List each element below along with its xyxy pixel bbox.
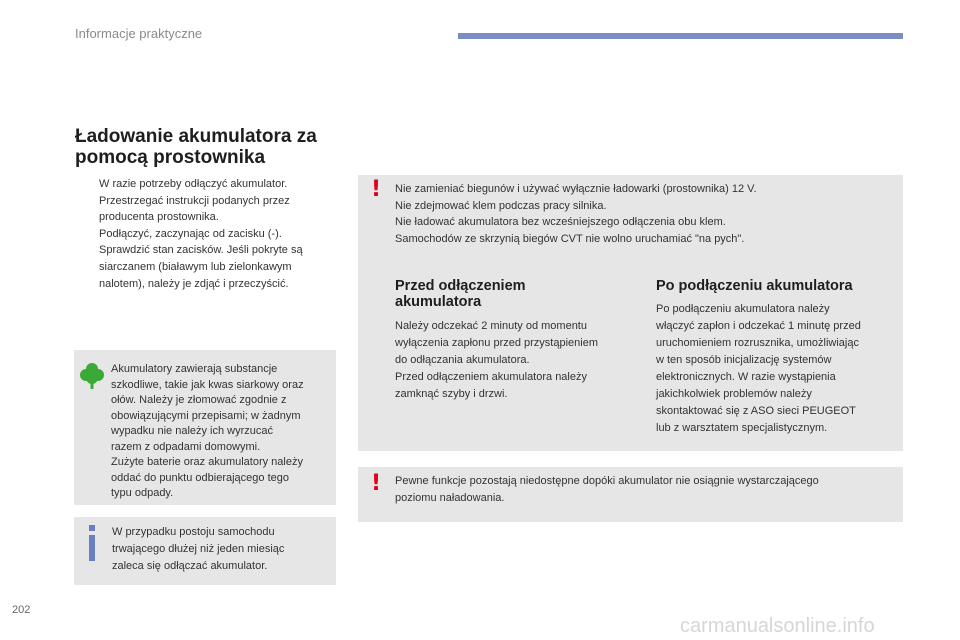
eco-note-line: szkodliwe, takie jak kwas siarkowy oraz [111, 378, 304, 391]
eco-note-line: Akumulatory zawierają substancje [111, 363, 278, 375]
after-connect-text [656, 301, 861, 437]
eco-note-line: Zużyte baterie oraz akumulatory należy [111, 456, 303, 468]
after-connect-line: uruchomieniem rozrusznika, umożliwiając [656, 337, 859, 349]
eco-note-line: razem z odpadami domowymi. [111, 440, 261, 453]
exclamation-icon: ! [371, 471, 382, 496]
eco-note-line: typu odpady. [111, 487, 174, 499]
warning-line: Nie ładować akumulatora bez wcześniejszego odłączenia obu klem. [395, 216, 726, 228]
before-disconnect-line: zamknąć szyby i drzwi. [395, 388, 508, 400]
warning-box [358, 175, 903, 451]
warning-box-secondary [358, 467, 903, 522]
instruction-text: W razie potrzeby odłączyć akumulator. [99, 178, 288, 190]
section-title-line-2: pomocą prostownika [75, 147, 266, 168]
info-icon [86, 525, 98, 561]
warning-line: Samochodów ze skrzynią biegów CVT nie wolno uruchamiać "na pych". [395, 232, 745, 245]
after-connect-line: skontaktować się z ASO sieci PEUGEOT [656, 405, 856, 417]
after-connect-line: jakichkolwiek problemów należy [656, 388, 812, 400]
watermark: carmanualsonline.info [680, 615, 875, 637]
before-disconnect-title-line: Przed odłączeniem [395, 278, 526, 294]
warning-secondary-line: Pewne funkcje pozostają niedostępne dopóki akumulator nie osiągnie wystarczającego [395, 475, 819, 487]
info-note-box [74, 517, 336, 585]
warning-secondary-text [395, 473, 819, 507]
before-disconnect-line: Należy odczekać 2 minuty od momentu [395, 320, 587, 332]
eco-note-line: ołów. Należy je złomować zgodnie z [111, 394, 287, 406]
after-connect-line: elektronicznych. W razie wystąpienia [656, 371, 836, 383]
before-disconnect-line: wyłączenia zapłonu przed przystąpieniem [395, 337, 598, 349]
info-note-line: W przypadku postoju samochodu [112, 526, 275, 538]
eco-note-line: oddać do punktu odbierającego tego [111, 471, 289, 484]
eco-note-text [111, 362, 304, 502]
eco-note-box [74, 350, 336, 505]
before-disconnect-title-line: akumulatora [395, 294, 482, 310]
warning-text [395, 181, 757, 247]
header-accent-bar [458, 33, 903, 39]
info-note-line: zaleca się odłączać akumulator. [112, 560, 268, 572]
instruction-item [75, 176, 340, 193]
info-note-line: trwającego dłużej niż jeden miesiąc [112, 543, 285, 555]
before-disconnect-text [395, 318, 598, 403]
section-title [75, 126, 355, 168]
before-disconnect-line: do odłączania akumulatora. [395, 354, 530, 366]
instruction-item [75, 226, 340, 243]
instruction-list [75, 176, 340, 292]
header-title: Informacje praktyczne [75, 26, 203, 41]
after-connect-line: włączyć zapłon i odczekać 1 minutę przed [656, 320, 861, 332]
after-connect-line: w ten sposób inicjalizację systemów [656, 354, 832, 366]
section-title-line-1: Ładowanie akumulatora za [75, 126, 317, 147]
before-disconnect-line: Przed odłączeniem akumulatora należy [395, 371, 587, 383]
instruction-item [75, 242, 340, 292]
warning-secondary-line: poziomu naładowania. [395, 492, 505, 504]
instruction-item [75, 193, 340, 226]
exclamation-icon: ! [371, 177, 382, 202]
after-connect-title: Po podłączeniu akumulatora [656, 278, 853, 294]
instruction-text: Przestrzegać instrukcji podanych przez producenta prostownika. [99, 194, 290, 224]
eco-note-line: wypadku nie należy ich wyrzucać [111, 425, 274, 437]
eco-note-line: obowiązującymi przepisami; w żadnym [111, 409, 301, 422]
after-connect-line: lub z warsztatem specjalistycznym. [656, 422, 828, 434]
instruction-text: Podłączyć, zaczynając od zacisku (-). [99, 227, 282, 240]
tree-icon [80, 362, 104, 390]
instruction-text: Sprawdzić stan zacisków. Jeśli pokryte są siarczanem (białawym lub zielonkawym nalotem), należy je zdjąć i przeczyścić. [99, 244, 303, 290]
warning-line: Nie zdejmować klem podczas pracy silnika. [395, 199, 607, 212]
before-disconnect-title [395, 278, 526, 310]
after-connect-line: Po podłączeniu akumulatora należy [656, 303, 830, 315]
warning-line: Nie zamieniać biegunów i używać wyłącznie ładowarki (prostownika) 12 V. [395, 183, 757, 195]
page-number: 202 [12, 604, 31, 616]
info-note-text [112, 524, 284, 575]
